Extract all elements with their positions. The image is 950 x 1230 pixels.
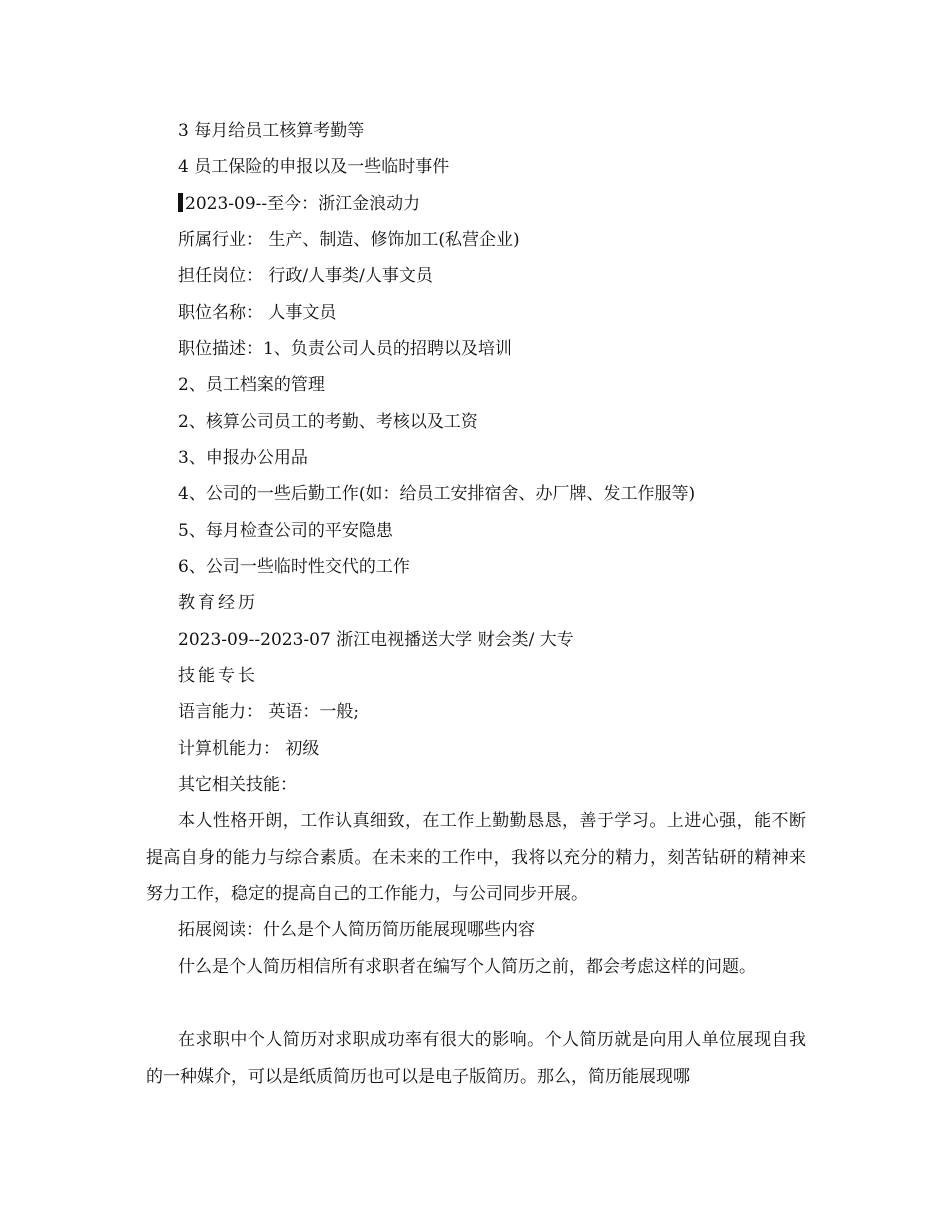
language-skill-line: 语言能力： 英语：一般; [178,702,360,722]
self-evaluation-paragraph: 本人性格开朗，工作认真细致，在工作上勤勤恳恳，善于学习。上进心强，能不断提高自身的能力与综合素质。在未来的工作中，我将以充分的精力，刻苦钻研的精神来努力工作，稳定的提高自己的工作能力，与公司同步开展。 [146,811,806,904]
extended-reading-line: 拓展阅读：什么是个人简历简历能展现哪些内容 [178,920,535,940]
position-line: 担任岗位： 行政/人事类/人事文员 [178,266,433,286]
job-header [178,193,420,215]
industry-line: 所属行业： 生产、制造、修饰加工(私营企业) [178,230,520,250]
job-header-text: 2023-09--至今：浙江金浪动力 [185,194,421,214]
resume-importance-paragraph: 在求职中个人简历对求职成功率有很大的影响。个人简历就是向用人单位展现自我的一种媒介，可以是纸质简历也可以是电子版简历。那么，简历能展现哪 [146,1030,806,1087]
education-entry: 2023-09--2023-07 浙江电视播送大学 财会类/ 大专 [178,630,574,650]
description-item: 2、员工档案的管理 [178,375,325,395]
description-item: 5、每月检查公司的平安隐患 [178,521,393,541]
job-description-line: 职位描述：1、负责公司人员的招聘以及培训 [178,339,512,359]
duty-item-4: 4 员工保险的申报以及一些临时事件 [178,157,450,177]
description-item: 4、公司的一些后勤工作(如：给员工安排宿舍、办厂牌、发工作服等) [178,484,696,504]
description-item: 3、申报办公用品 [178,448,308,468]
computer-skill-line: 计算机能力： 初级 [178,739,320,759]
resume-intro-paragraph: 什么是个人简历相信所有求职者在编写个人简历之前，都会考虑这样的问题。 [178,957,756,977]
duty-item-3: 3 每月给员工核算考勤等 [178,121,365,141]
other-skills-line: 其它相关技能： [178,775,297,795]
job-title-line: 职位名称： 人事文员 [178,303,337,323]
section-marker-bar [178,193,183,212]
description-item: 6、公司一些临时性交代的工作 [178,557,410,577]
skills-heading: 技能专长 [178,666,258,686]
description-item: 2、核算公司员工的考勤、考核以及工资 [178,412,478,432]
education-heading: 教育经历 [178,593,258,613]
